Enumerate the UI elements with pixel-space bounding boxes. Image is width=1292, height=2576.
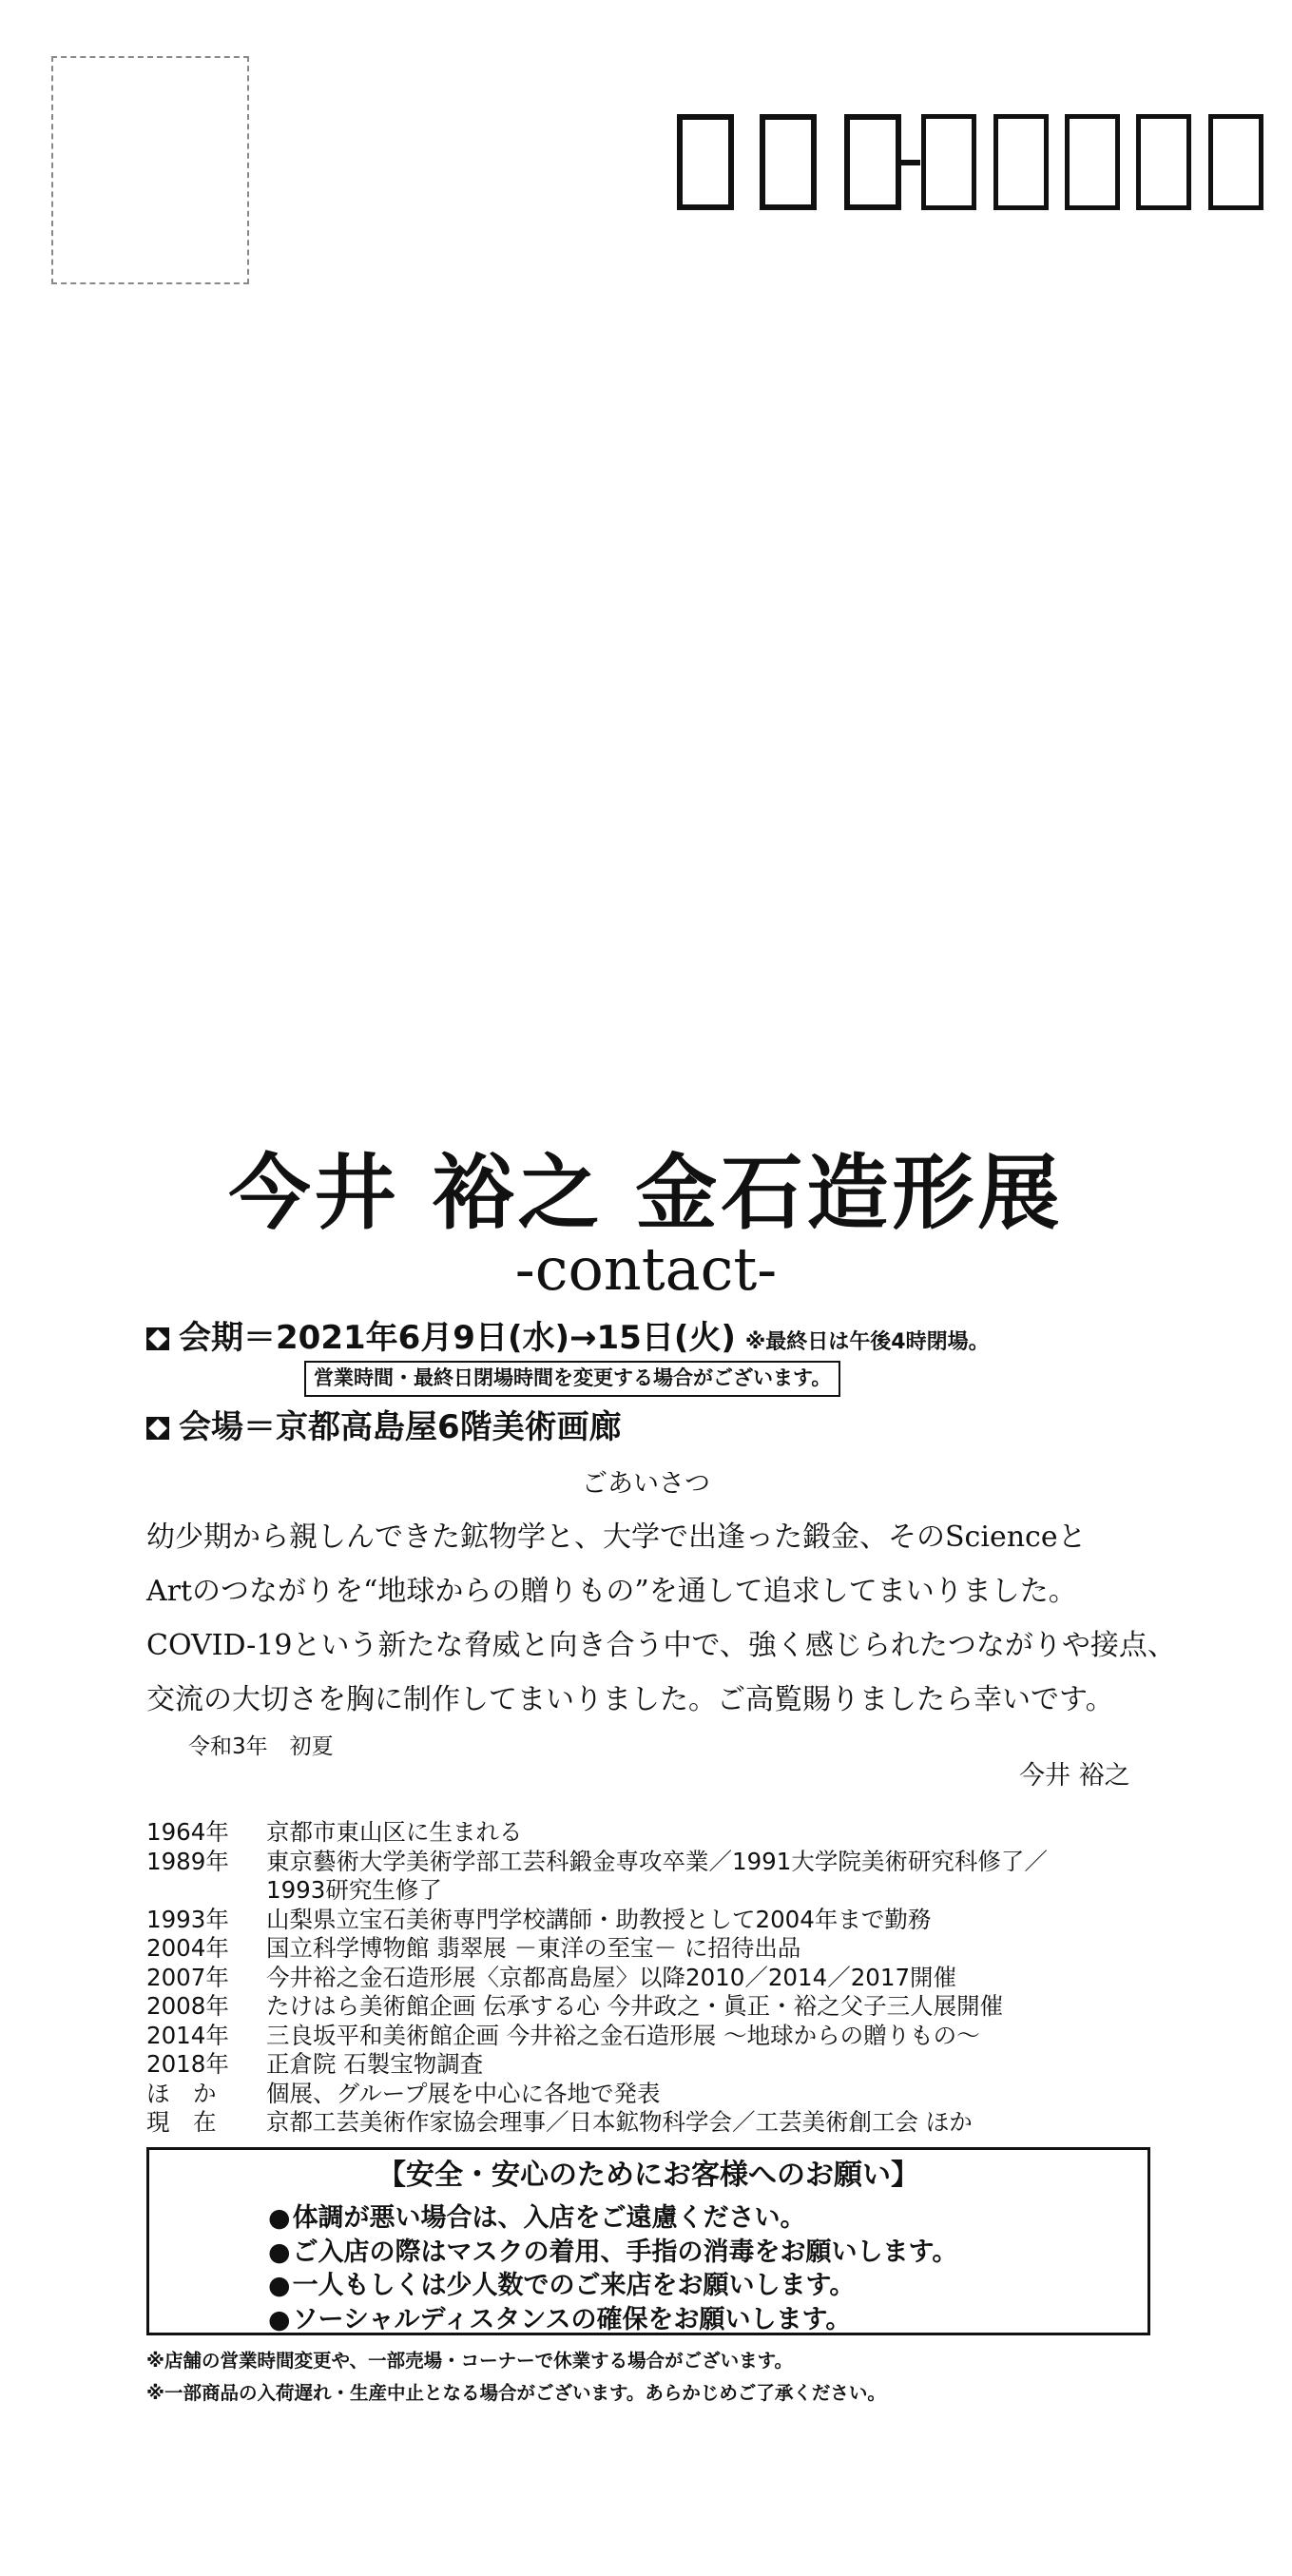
postal-dash <box>901 160 920 165</box>
safety-notice-box <box>146 2147 1150 2335</box>
postal-box <box>1065 114 1120 210</box>
safety-item: ● ご入店の際はマスクの着用、手指の消毒をお願いします。 <box>268 2236 1147 2270</box>
footnote: ※店舗の営業時間変更や、一部売場・コーナーで休業する場合がございます。 <box>146 2350 794 2372</box>
career-text: 三良坂平和美術館企画 今井裕之金石造形展 ～地球からの贈りもの～ <box>266 2021 980 2049</box>
hours-notice: 営業時間・最終日閉場時間を変更する場合がございます。 <box>304 1361 840 1397</box>
diamond-icon <box>146 1327 169 1350</box>
career-text: 東京藝術大学美術学部工芸科鍛金専攻卒業／1991大学院美術研究科修了／ <box>266 1847 1048 1875</box>
career-row <box>146 1906 1048 1935</box>
career-text: たけはら美術館企画 伝承する心 今井政之・眞正・裕之父子三人展開催 <box>266 1992 1004 2020</box>
greeting-title: ごあいさつ <box>582 1469 710 1499</box>
greeting-line: COVID-19という新たな脅威と向き合う中で、強く感じられたつながりや接点、 <box>146 1629 1176 1662</box>
career-row <box>146 1876 1048 1906</box>
footnotes <box>146 2345 886 2410</box>
career-year: 1993年 <box>146 1905 229 1933</box>
career-year: 2007年 <box>146 1963 229 1991</box>
career-year <box>146 1876 266 1906</box>
postal-box <box>993 114 1049 210</box>
career-row <box>146 1848 1048 1877</box>
career-row <box>146 1964 1048 1993</box>
career-year: 2018年 <box>146 2050 229 2078</box>
diamond-icon <box>146 1417 169 1440</box>
postal-box <box>1136 114 1191 210</box>
career-text: 山梨県立宝石美術専門学校講師・助教授として2004年まで勤務 <box>266 1905 932 1933</box>
career-year: 2008年 <box>146 1992 229 2020</box>
exhibition-title: 今井 裕之 金石造形展 <box>228 1145 1064 1241</box>
career-text: 京都市東山区に生まれる <box>266 1818 523 1846</box>
postal-box <box>844 114 901 210</box>
career-row <box>146 2108 1048 2138</box>
signature: 今井 裕之 <box>1019 1761 1130 1791</box>
safety-item: ● 一人もしくは少人数でのご来店をお願いします。 <box>268 2269 1147 2303</box>
venue-value: 京都高島屋6階美術画廊 <box>276 1408 622 1446</box>
career-text: 京都工芸美術作家協会理事／日本鉱物科学会／工芸美術創工会 ほか <box>266 2108 973 2136</box>
period-line <box>146 1317 990 1364</box>
safety-heading: 【安全・安心のためにお客様へのお願い】 <box>377 2159 919 2192</box>
footnote: ※一部商品の入荷遅れ・生産中止となる場合がございます。あらかじめご了承ください。 <box>146 2382 886 2404</box>
greeting-date: 令和3年 初夏 <box>188 1734 334 1759</box>
safety-item: ● ソーシャルディスタンスの確保をお願いします。 <box>268 2303 1147 2337</box>
safety-list <box>149 2201 1147 2336</box>
postal-box <box>1208 114 1263 210</box>
career-year: 2014年 <box>146 2021 229 2049</box>
greeting-text <box>146 1510 1192 1727</box>
postal-box <box>760 114 817 210</box>
period-label: 会期＝ <box>179 1319 276 1357</box>
career-year: 2004年 <box>146 1934 229 1962</box>
career-text: 個展、グループ展を中心に各地で発表 <box>266 2079 661 2107</box>
career-text: 今井裕之金石造形展〈京都髙島屋〉以降2010／2014／2017開催 <box>266 1963 957 1991</box>
career-row <box>146 1934 1048 1964</box>
greeting-line: 交流の大切さを胸に制作してまいりました。ご高覧賜りましたら幸いです。 <box>146 1683 1114 1716</box>
career-row <box>146 2022 1048 2051</box>
career-year: 1964年 <box>146 1818 229 1846</box>
career-row <box>146 2080 1048 2109</box>
career-text: 1993研究生修了 <box>266 1876 442 1904</box>
career-row <box>146 1818 1048 1848</box>
period-value: 2021年6月9日(水)→15日(火) <box>276 1319 736 1357</box>
career-row <box>146 1992 1048 2022</box>
career-text: 正倉院 石製宝物調査 <box>266 2050 484 2078</box>
career-row <box>146 2050 1048 2080</box>
venue-label: 会場＝ <box>179 1408 276 1446</box>
safety-item: ● 体調が悪い場合は、入店をご遠慮ください。 <box>268 2201 1147 2236</box>
postal-box <box>921 114 976 210</box>
career-year: 1989年 <box>146 1847 229 1875</box>
greeting-line: 幼少期から親しんできた鉱物学と、大学で出逢った鍛金、そのScienceと <box>146 1520 1087 1554</box>
career-year: ほ か <box>146 2079 217 2107</box>
career-list <box>146 1818 1048 2138</box>
exhibition-subtitle: -contact- <box>514 1234 778 1304</box>
venue-line <box>146 1406 622 1448</box>
stamp-area <box>51 56 249 284</box>
career-year: 現 在 <box>146 2108 217 2136</box>
period-note: ※最終日は午後4時閉場。 <box>744 1330 990 1354</box>
career-text: 国立科学博物館 翡翠展 －東洋の至宝－ に招待出品 <box>266 1934 801 1962</box>
postal-box <box>677 114 734 210</box>
greeting-line: Artのつながりを“地球からの贈りもの”を通して追求してまいりました。 <box>146 1575 1077 1608</box>
